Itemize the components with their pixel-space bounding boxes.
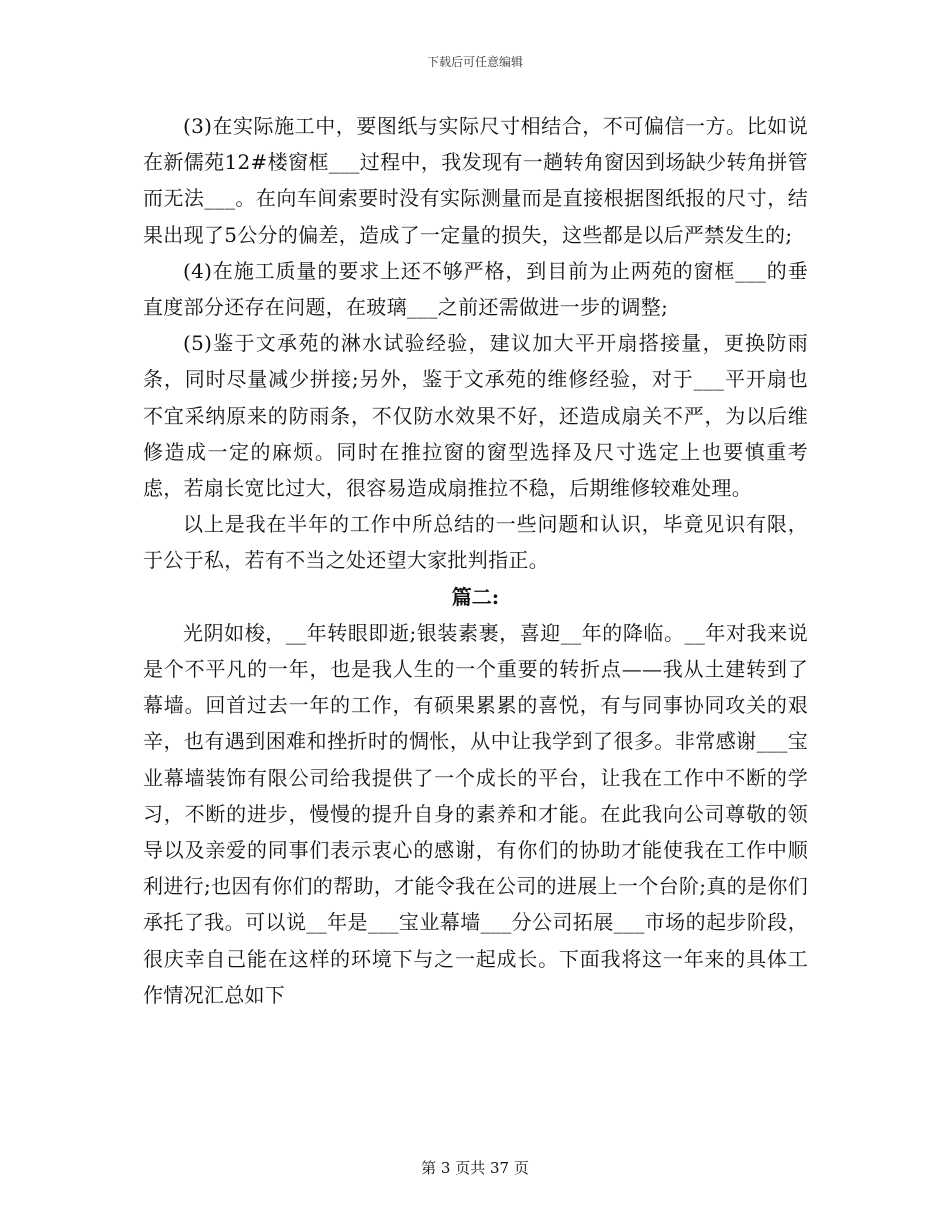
- section-paragraph: 光阴如梭，__年转眼即逝;银装素裹，喜迎__年的降临。__年对我来说是个不平凡的一年，也是我人生的一个重要的转折点——我从土建转到了幕墙。回首过去一年的工作，有硕果累累的喜悦，有与同事协同攻关的艰辛，也有遇到困难和挫折时的惆怅，从中让我学到了很多。非常感谢___宝业幕墙装饰有限公司给我提供了一个成长的平台，让我在工作中不断的学习，不断的进步，慢慢的提升自身的素养和才能。在此我向公司尊敬的领导以及亲爱的同事们表示衷心的感谢，有你们的协助才能使我在工作中顺利进行;也因有你们的帮助，才能令我在公司的进展上一个台阶;真的是你们承托了我。可以说__年是___宝业幕墙___分公司拓展___市场的起步阶段，很庆幸自己能在这样的环境下与之一起成长。下面我将这一年来的具体工作情况汇总如下: [143, 620, 808, 1007]
- paragraph-item-5: (5)鉴于文承苑的淋水试验经验，建议加大平开扇搭接量，更换防雨条，同时尽量减少拼接;另外，鉴于文承苑的维修经验，对于___平开扇也不宜采纳原来的防雨条，不仅防水效果不好，还造成扇关不严，为以后维修造成一定的麻烦。同时在推拉窗的窗型选择及尺寸选定上也要慎重考虑，若扇长宽比过大，很容易造成扇推拉不稳，后期维修较难处理。: [143, 331, 808, 501]
- paragraph-summary: 以上是我在半年的工作中所总结的一些问题和认识，毕竟见识有限，于公于私，若有不当之处还望大家批判指正。: [143, 512, 808, 573]
- page-footer: 第 3 页共 37 页: [421, 1159, 529, 1177]
- document-body: [143, 108, 808, 1013]
- section-title: 篇二:: [451, 584, 500, 609]
- paragraph-item-3: (3)在实际施工中，要图纸与实际尺寸相结合，不可偏信一方。比如说在新儒苑12#楼窗框___过程中，我发现有一趟转角窗因到场缺少转角拼管而无法___。在向车间索要时没有实际测量而是直接根据图纸报的尺寸，结果出现了5公分的偏差，造成了一定量的损失，这些都是以后严禁发生的;: [143, 114, 808, 247]
- page-header: 下载后可任意编辑: [426, 55, 523, 69]
- paragraph-item-4: (4)在施工质量的要求上还不够严格，到目前为止两苑的窗框___的垂直度部分还存在问题，在玻璃___之前还需做进一步的调整;: [143, 258, 808, 320]
